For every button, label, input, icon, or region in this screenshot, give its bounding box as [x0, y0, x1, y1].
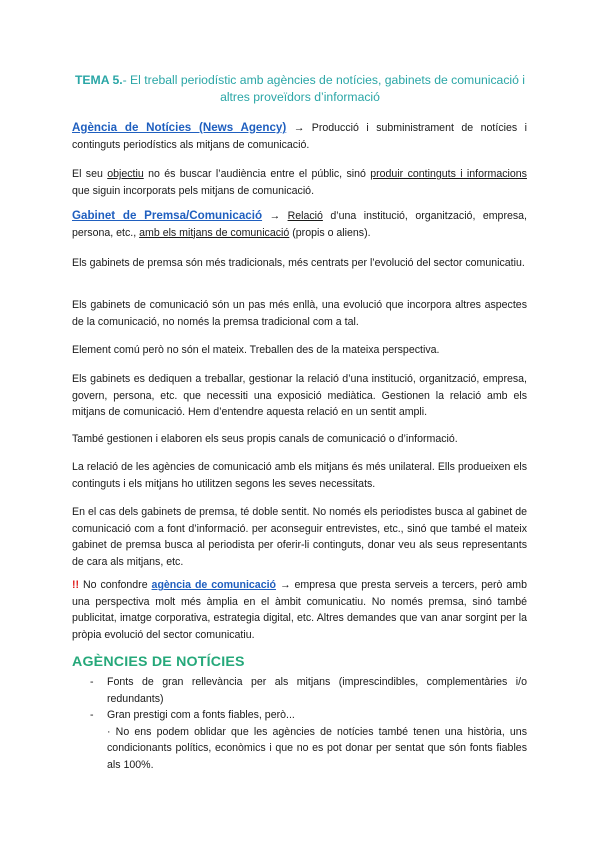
term-news-agency: Agència de Notícies (News Agency)	[72, 121, 287, 134]
paragraph-objective	[72, 166, 527, 199]
paragraph-do-not-confuse	[72, 577, 527, 643]
arrow: →	[262, 210, 288, 222]
term-press-office: Gabinet de Premsa/Comunicació	[72, 209, 263, 222]
paragraph-own-channels: També gestionen i elaboren els seus propis canals de comunicació o d’informació.	[72, 433, 458, 445]
list-item	[90, 674, 527, 707]
paragraph-press-offices: Els gabinets de premsa són més tradicionals, més centrats per l’evolució del sector comunicatiu.	[72, 257, 525, 269]
text: → empresa que presta serveis a tercers, però amb una perspectiva molt més àmplia en el àmbit comunicatiu. No només premsa, sinó també publicitat, imatge corporativa, estrategia digital, etc. Altres demandes que van anar sorgint per la pròpia evolució del sector comunicatiu.	[72, 579, 527, 641]
underlined-media: amb els mitjans de comunicació	[139, 226, 290, 239]
list-item-text: Gran prestigi com a fonts fiables, però...	[107, 709, 295, 721]
paragraph-unilateral: La relació de les agències de comunicació amb els mitjans és més unilateral. Ells produeixen els continguts i els mitjans ho utilitzen segons les seves necessitats.	[72, 461, 527, 490]
text: (propis o aliens).	[289, 226, 371, 239]
paragraph-double-sense: En el cas dels gabinets de premsa, té doble sentit. No només els periodistes busca al gabinet de comunicació com a font d’informació. per aconseguir entrevistes, etc., sinó que també el mateix gabinet de premsa busca al periodista per oferir-li continguts, donar veu als seus representants de cara als mitjans, etc.	[72, 506, 527, 568]
paragraph-press-office	[72, 208, 527, 241]
paragraph-communication-offices: Els gabinets de comunicació són un pas més enllà, una evolució que incorpora altres aspectes de la comunicació, no només la premsa tradicional com a tal.	[72, 299, 527, 328]
paragraph-offices-work: Els gabinets es dediquen a treballar, gestionar la relació d’una institució, organització, empresa, govern, persona, etc. que necessiti una exposició mediàtica. Gestionen la relació amb els mitjans de comunicació. Hem d’entendre aquesta relació en un sentit ampli.	[72, 373, 527, 418]
page-title	[60, 72, 540, 106]
list-item-text: Fonts de gran rellevància per als mitjans (imprescindibles, complementàries i/o redundants)	[107, 676, 527, 705]
section-heading: AGÈNCIES DE NOTÍCIES	[72, 654, 245, 670]
text: que siguin incorporats pels mitjans de comunicació.	[72, 184, 315, 197]
text: No confondre	[79, 579, 152, 591]
paragraph-common-element: Element comú però no són el mateix. Treballen des de la mateixa perspectiva.	[72, 344, 440, 356]
text: d’una institució, organització, empresa, persona, etc.,	[72, 210, 528, 239]
underlined-objective: objectiu	[107, 168, 144, 180]
underlined-relation: Relació	[287, 210, 323, 222]
definition-news-agency: → Producció i subministrament de notícies i continguts periodístics als mitjans de comunicació.	[72, 122, 527, 151]
underlined-produce-content: produir continguts i informacions	[370, 168, 527, 180]
text: El seu	[72, 168, 108, 180]
bullet-dash: -	[90, 709, 94, 721]
warning-icon: !!	[72, 579, 80, 591]
paragraph-news-agency	[72, 120, 527, 153]
title-rest: - El treball periodístic amb agències de notícies, gabinets de comunicació i altres proveïdors d’informació	[122, 73, 526, 104]
list-item	[90, 707, 527, 724]
sub-list-item: · No ens podem oblidar que les agències de notícies també tenen una història, uns condicionants polítics, econòmics i que no es pot donar per sentat que són fonts fiables als 100%.	[107, 725, 527, 771]
term-communication-agency: agència de comunicació	[151, 579, 277, 591]
title-tema: TEMA 5.	[74, 73, 123, 87]
bullet-list	[90, 674, 527, 773]
text: no és buscar l’audiència entre el públic, sinó	[143, 168, 371, 180]
bullet-dash: -	[90, 676, 94, 688]
